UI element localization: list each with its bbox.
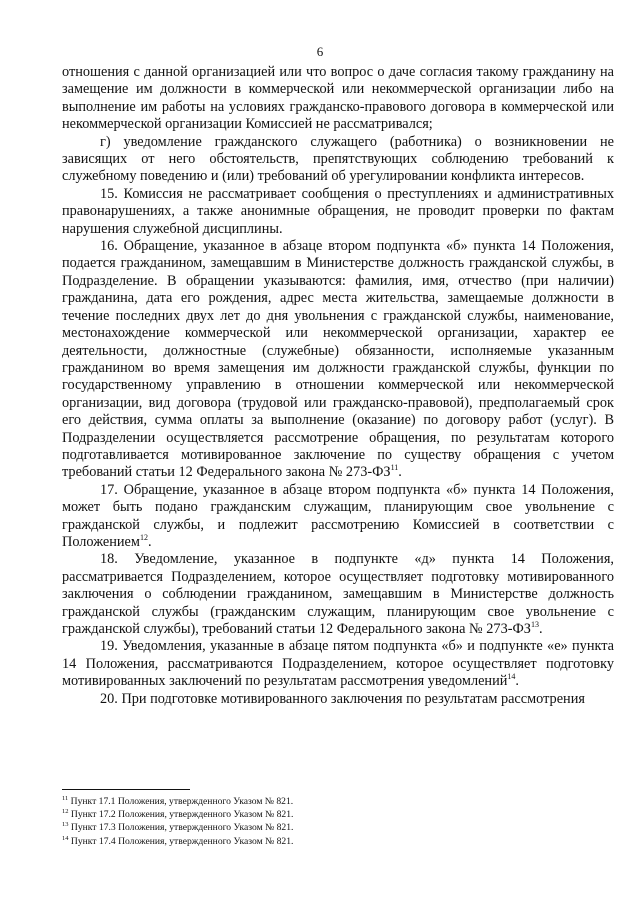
paragraph-20: 20. При подготовке мотивированного заключения по результатам рассмотрения <box>100 690 585 707</box>
paragraph-17: 17. Обращение, указанное в абзаце втором подпункта «б» пункта 14 Положения, может быть подано гражданским служащим, планирующим свое увольнение с гражданской службы, и подлежит рассмотрению Комиссией в соответствии с Положением$^{12}$. <box>62 481 614 550</box>
paragraph-19: 19. Уведомления, указанные в абзаце пятом подпункта «б» и подпункте «е» пункта 14 Положения, рассматриваются Подразделением, которое осуществляет подготовку мотивированных заключений по результатам рассмотрения уведомлений$^{14}$. <box>62 638 614 690</box>
footnote-ref-14: 14 <box>507 672 516 682</box>
paragraph-15: 15. Комиссия не рассматривает сообщения о преступлениях и административных правонарушениях, а также анонимные обращения, не проводит проверки по фактам нарушения служебной дисциплины. <box>62 185 614 237</box>
footnote-12: $^{12}$ Пункт 17.2 Положения, утвержденного Указом № 821. <box>62 808 294 821</box>
paragraph-18: 18. Уведомление, указанное в подпункте «д» пункта 14 Положения, рассматривается Подразделением, которое осуществляет подготовку мотивированного заключения о соблюдении гражданином, замещавшим в Министерстве должность гражданской службы (гражданским служащим, планирующим свое увольнение с гражданской службы), требований статьи 12 Федерального закона № 273-ФЗ$^{13}$. <box>62 551 614 637</box>
footnote-13: $^{13}$ Пункт 17.3 Положения, утвержденного Указом № 821. <box>62 821 294 834</box>
footnote-divider <box>62 789 190 790</box>
footnote-11: $^{11}$ Пункт 17.1 Положения, утвержденного Указом № 821. <box>62 795 294 807</box>
footnote-ref-13: 13 <box>530 620 539 629</box>
footnote-ref-12: 12 <box>139 532 148 542</box>
paragraph-continuation: отношения с данной организацией или что вопрос о даче согласия такому гражданину на замещение им должности в коммерческой или некоммерческой организации либо на выполнение им работы на условиях гражданско-правового договора в коммерческой или некоммерческой организации Комиссией не рассматривался; <box>62 64 614 133</box>
paragraph-g: г) уведомление гражданского служащего (работника) о возникновении не зависящих от него обстоятельств, препятствующих соблюдению требований к служебному поведению и (или) требований об урегулировании конфликта интересов. <box>62 133 614 185</box>
page-number: 6 <box>316 44 324 59</box>
footnotes <box>62 795 614 848</box>
paragraph-16: 16. Обращение, указанное в абзаце втором подпункта «б» пункта 14 Положения, подается гражданином, замещавшим в Министерстве должность гражданской службы, в Подразделение. В обращении указываются: фамилия, имя, отчество (при наличии) гражданина, дата его рождения, адрес места жительства, замещаемые должности в течение последних двух лет до дня увольнения с гражданской службы, наименование, местонахождение коммерческой или некоммерческой организации, характер ее деятельности, должностные (служебные) обязанности, исполняемые указанным гражданином во время замещения им должности гражданской службы, функции по государственному управлению в отношении коммерческой или некоммерческой организации, вид договора (трудовой или гражданско-правовой), предполагаемый срок его действия, сумма оплаты за выполнение (оказание) по договору работ (услуг). В Подразделении осуществляется рассмотрение обращения, по результатам которого подготавливается мотивированное заключение по существу обращения с учетом требований статьи 12 Федерального закона № 273-ФЗ$^{11}$. <box>62 238 614 481</box>
footnote-14: $^{14}$ Пункт 17.4 Положения, утвержденного Указом № 821. <box>62 834 294 847</box>
document-body <box>62 64 614 708</box>
footnote-ref-11: 11 <box>390 463 399 473</box>
